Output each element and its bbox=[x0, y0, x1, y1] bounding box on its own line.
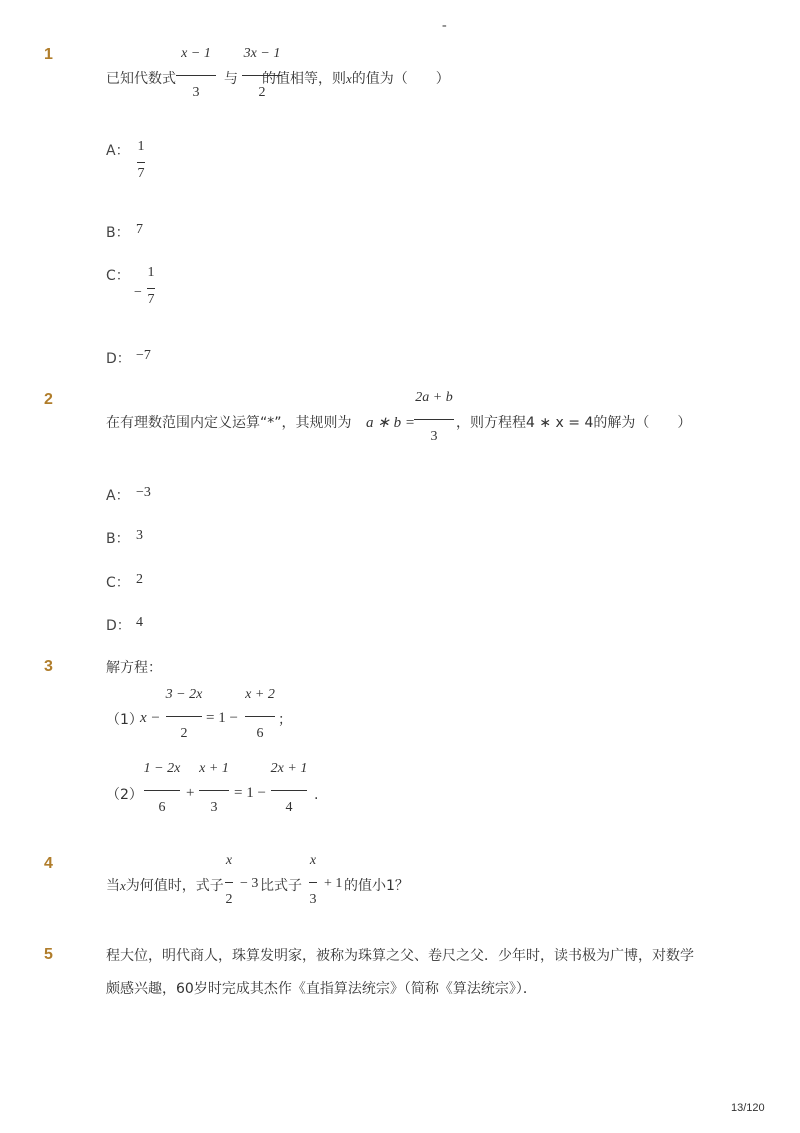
expression-tail: − 3 bbox=[240, 876, 259, 891]
question-text-suffix: 的值相等，则x的值为（ ） bbox=[262, 71, 450, 87]
question-text-suffix: ，则方程程4 ∗ x = 4的解为（ ） bbox=[456, 415, 692, 431]
question-text: 解方程： bbox=[106, 660, 162, 676]
question-text-line: 颇感兴趣，60岁时完成其杰作《直指算法统宗》（简称《算法统宗》）． bbox=[106, 981, 537, 997]
rule-lhs: a ∗ b = bbox=[366, 415, 415, 431]
equation-label: （2） bbox=[106, 787, 143, 803]
option-a-value[interactable]: −3 bbox=[136, 485, 151, 500]
option-d-value[interactable]: −7 bbox=[136, 348, 151, 363]
rule-fraction: 2a + b 3 bbox=[415, 390, 453, 444]
question-number: 3 bbox=[44, 658, 53, 675]
option-label-c: C： bbox=[106, 575, 130, 591]
fraction: 1 − 2x 6 bbox=[143, 761, 181, 815]
header-mark: - bbox=[442, 18, 447, 33]
option-label-d: D： bbox=[106, 618, 131, 634]
question-number: 2 bbox=[44, 391, 53, 408]
fraction: x + 1 3 bbox=[199, 761, 229, 815]
fraction: x 2 bbox=[225, 853, 233, 907]
equation-plus: + bbox=[186, 785, 195, 801]
question-text-line: 程大位，明代商人，珠算发明家，被称为珠算之父、卷尺之父．少年时，读书极为广博，对数学 bbox=[106, 948, 694, 964]
option-label-b: B： bbox=[106, 531, 130, 547]
option-b-value[interactable]: 3 bbox=[136, 528, 143, 543]
question-number: 4 bbox=[44, 855, 53, 872]
option-b-value[interactable]: 7 bbox=[136, 222, 143, 237]
page-number: 13/120 bbox=[731, 1102, 765, 1114]
equation-end: . bbox=[314, 787, 319, 803]
option-c-value[interactable]: 2 bbox=[136, 572, 143, 587]
expression-tail: + 1 bbox=[324, 876, 343, 891]
question-number: 1 bbox=[44, 46, 53, 63]
fraction: 3 − 2x 2 bbox=[165, 687, 203, 741]
option-label-c: C： bbox=[106, 268, 130, 284]
fraction: x − 1 3 bbox=[172, 45, 220, 102]
option-label-a: A： bbox=[106, 488, 130, 504]
equation-mid: = 1 − bbox=[234, 785, 266, 801]
option-c-sign: − bbox=[134, 285, 142, 300]
fraction: 2x + 1 4 bbox=[270, 761, 308, 815]
fraction: x + 2 6 bbox=[245, 687, 275, 741]
option-label-b: B： bbox=[106, 225, 130, 241]
question-text-mid: 与 bbox=[224, 71, 238, 87]
option-label-a: A： bbox=[106, 143, 130, 159]
question-text-suffix: 的值小1？ bbox=[344, 878, 409, 894]
option-a-fraction[interactable]: 1 7 bbox=[137, 139, 145, 181]
question-text-mid: 比式子 bbox=[260, 878, 302, 894]
question-text-prefix: 当x为何值时，式子 bbox=[106, 878, 224, 894]
option-d-value[interactable]: 4 bbox=[136, 615, 143, 630]
equation-end: ； bbox=[278, 712, 292, 728]
fraction: x 3 bbox=[309, 853, 317, 907]
option-c-fraction[interactable]: 1 7 bbox=[147, 265, 155, 307]
option-label-d: D： bbox=[106, 351, 131, 367]
question-number: 5 bbox=[44, 946, 53, 963]
equation-term: x − bbox=[140, 710, 161, 726]
question-text-prefix: 已知代数式 bbox=[106, 71, 176, 87]
equation-label: （1） bbox=[106, 712, 143, 728]
fraction: 3x − 1 2 bbox=[243, 46, 281, 100]
equation-mid: = 1 − bbox=[206, 710, 238, 726]
question-text-prefix: 在有理数范围内定义运算“*”，其规则为 bbox=[106, 415, 352, 431]
